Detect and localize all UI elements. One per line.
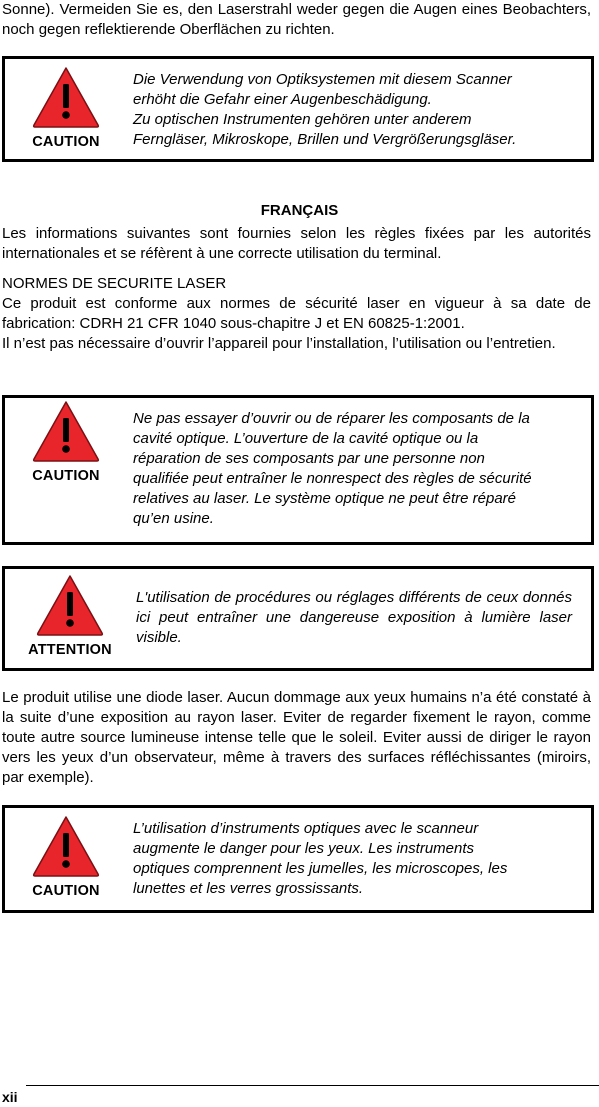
caution-text-line: Ferngläser, Mikroskope, Brillen und Vergrößerungsgläser.	[133, 131, 517, 148]
caution-box-fr-1	[2, 395, 594, 545]
caution-label: CAUTION	[32, 883, 100, 899]
footer-rule	[26, 1085, 599, 1086]
caution-text-line: optiques comprennent les jumelles, les microscopes, les	[133, 860, 508, 877]
caution-text	[133, 70, 573, 150]
caution-text-line: qu’en usine.	[133, 510, 214, 527]
caution-text-line: Die Verwendung von Optiksystemen mit diesem Scanner	[133, 71, 512, 88]
section-heading-francais: FRANÇAIS	[260, 202, 339, 219]
warning-triangle-icon	[35, 573, 105, 637]
caution-text-line: réparation de ses composants par une personne non	[133, 450, 485, 467]
fr-intro-paragraph: Les informations suivantes sont fournies selon les règles fixées par les autorités internationales et se réfèrent à une correcte utilisation du terminal.	[2, 225, 591, 262]
warning-triangle-icon	[31, 65, 101, 129]
caution-text-line: Zu optischen Instrumenten gehören unter anderem	[133, 111, 472, 128]
caution-label: CAUTION	[32, 134, 100, 150]
fr-diode-paragraph: Le produit utilise une diode laser. Aucun dommage aux yeux humains n’a été constaté à la suite d’une exposition au rayon laser. Eviter de regarder fixement le rayon, comme toute autre source lumineuse intense telle que le soleil. Eviter aussi de diriger le rayon vers les yeux d’un observateur, même à travers des surfaces réfléchissantes (miroirs, par exemple).	[2, 689, 591, 786]
caution-symbol	[28, 65, 104, 152]
caution-text	[133, 409, 578, 529]
caution-text-line: Ne pas essayer d’ouvrir ou de réparer les composants de la	[133, 410, 530, 427]
warning-triangle-icon	[31, 399, 101, 463]
attention-text: L'utilisation de procédures ou réglages différents de ceux donnés ici peut entraîner une dangereuse exposition à lumière laser visible.	[136, 589, 572, 646]
fr-no-open-paragraph: Il n’est pas nécessaire d’ouvrir l’appareil pour l’installation, l’utilisation ou l’entretien.	[2, 335, 556, 352]
caution-symbol	[28, 814, 104, 901]
caution-text-line: erhöht die Gefahr einer Augenbeschädigung.	[133, 91, 432, 108]
caution-text-line: relatives au laser. Le système optique ne peut être réparé	[133, 490, 516, 507]
fr-normes-body: Ce produit est conforme aux normes de sécurité laser en vigueur à sa date de fabrication: CDRH 21 CFR 1040 sous-chapitre J et EN 60825-1:2001.	[2, 295, 591, 332]
caution-text-line: L’utilisation d’instruments optiques avec le scanneur	[133, 820, 479, 837]
intro-paragraph: Sonne). Vermeiden Sie es, den Laserstrahl weder gegen die Augen eines Beobachters, noch gegen reflektierende Oberflächen zu richten.	[2, 1, 591, 38]
caution-box-de	[2, 56, 594, 162]
caution-text	[133, 819, 573, 899]
fr-normes-title: NORMES DE SECURITE LASER	[2, 275, 227, 292]
caution-symbol	[28, 399, 104, 486]
attention-symbol	[25, 573, 115, 660]
caution-box-fr-2	[2, 805, 594, 913]
caution-text-line: qualifiée peut entraîner le nonrespect des règles de sécurité	[133, 470, 532, 487]
caution-text-line: cavité optique. L’ouverture de la cavité optique ou la	[133, 430, 479, 447]
attention-box-fr	[2, 566, 594, 671]
caution-text-line: augmente le danger pour les yeux. Les instruments	[133, 840, 475, 857]
warning-triangle-icon	[31, 814, 101, 878]
caution-text-line: lunettes et les verres grossissants.	[133, 880, 364, 897]
page-number: xii	[2, 1089, 18, 1105]
attention-label: ATTENTION	[28, 642, 112, 658]
caution-label: CAUTION	[32, 468, 100, 484]
